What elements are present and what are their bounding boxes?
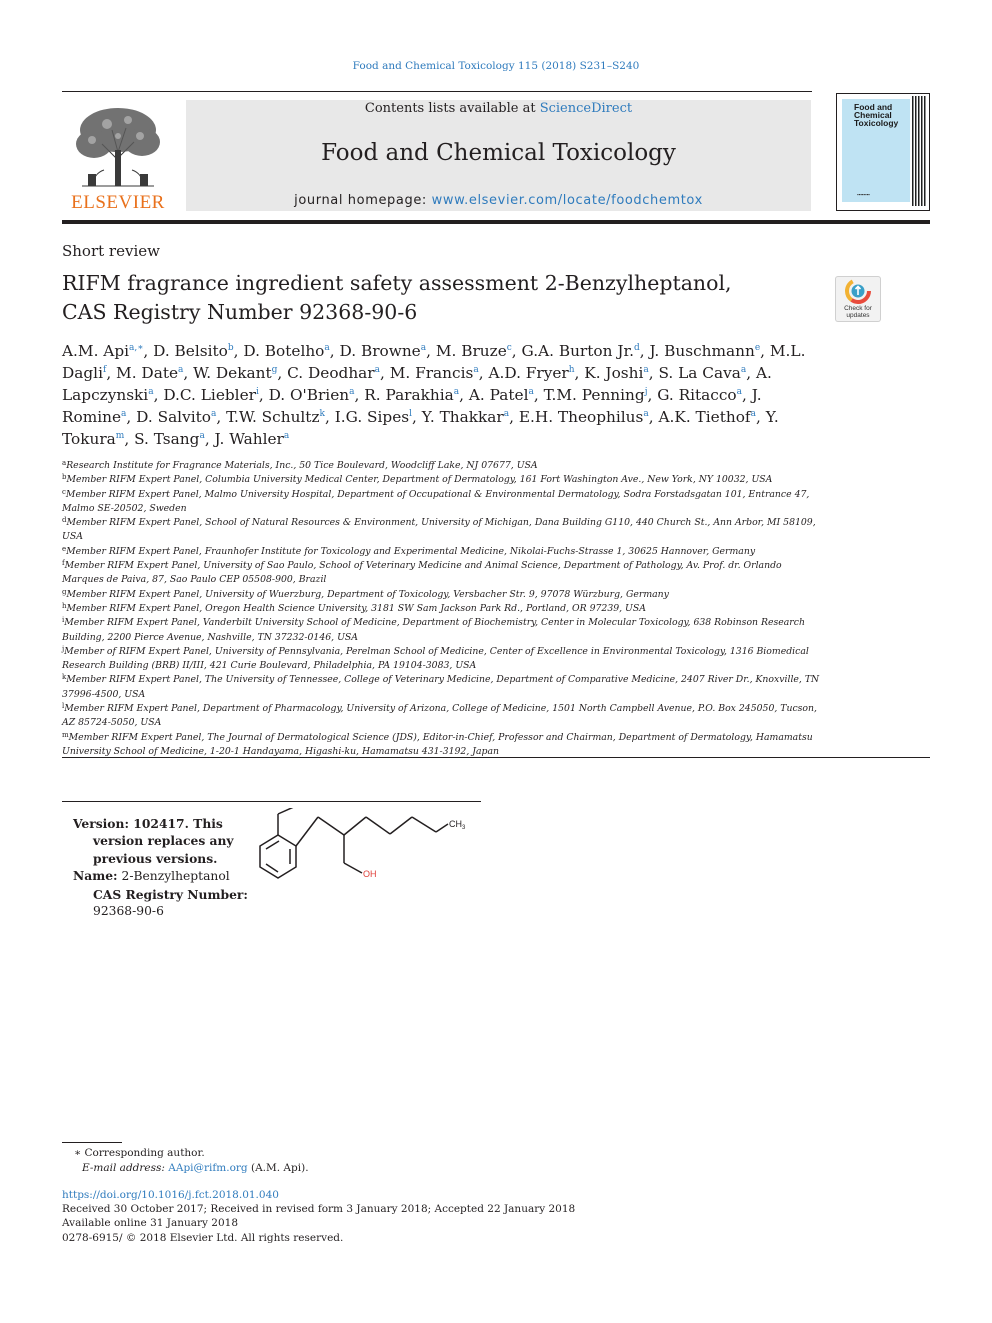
affiliation-key: l bbox=[62, 702, 65, 711]
author-affiliation-marker[interactable]: a bbox=[740, 365, 747, 375]
author bbox=[153, 342, 234, 360]
affiliation-text: Member RIFM Expert Panel, Fraunhofer Institute for Toxicology and Experimental Medicine, Nikolai-Fuchs-Strasse 1, 30625 Hannover, Germany bbox=[66, 545, 756, 557]
received-dates: Received 30 October 2017; Received in revised form 3 January 2018; Accepted 22 January 2018 bbox=[62, 1203, 576, 1216]
contents-available-line bbox=[186, 101, 811, 116]
author-name: Y. Thakkar bbox=[421, 408, 504, 426]
affiliation-key: h bbox=[62, 601, 67, 610]
check-updates-label: Check for updates bbox=[844, 305, 872, 319]
author-name: D.C. Liebler bbox=[163, 386, 256, 404]
affiliation-item bbox=[62, 702, 822, 731]
oh-label: OH bbox=[363, 869, 377, 879]
author-affiliation-marker[interactable]: f bbox=[102, 365, 107, 375]
affiliation-item bbox=[62, 616, 822, 645]
affiliation-text: Member RIFM Expert Panel, Vanderbilt University School of Medicine, Department of Biochemistry, Center in Molecular Toxicology, 638 Robinson Research Building, 2200 Pierce Avenue, Nashville, TN 37232-0146, USA bbox=[62, 617, 805, 643]
author-affiliation-marker[interactable]: a bbox=[736, 387, 743, 397]
elsevier-wordmark: ELSEVIER bbox=[71, 192, 165, 213]
author bbox=[488, 364, 574, 382]
author bbox=[544, 386, 648, 404]
author bbox=[243, 342, 329, 360]
author-name: R. Parakhia bbox=[364, 386, 454, 404]
ch3-label: $CH_3$ bbox=[449, 819, 466, 831]
email-link[interactable]: AApi@rifm.org bbox=[168, 1162, 248, 1174]
affiliation-item bbox=[62, 516, 822, 545]
author-name: T.M. Penning bbox=[543, 386, 645, 404]
affiliation-key: f bbox=[62, 559, 65, 568]
author bbox=[364, 386, 459, 404]
author-affiliation-marker[interactable]: l bbox=[409, 409, 412, 419]
affiliation-text: Member RIFM Expert Panel, The University of Tennessee, College of Veterinary Medicine, Department of Comparative Medicine, 2407 River Dr., Knoxville, TN 37996-4500, USA bbox=[62, 674, 820, 700]
author-affiliation-marker[interactable]: a bbox=[349, 387, 355, 397]
author bbox=[436, 342, 512, 360]
author-name: M. Bruze bbox=[435, 342, 507, 360]
email-label: E-mail address: bbox=[82, 1162, 165, 1174]
author-affiliation-marker[interactable]: a bbox=[643, 365, 649, 375]
author-name: D. Belsito bbox=[153, 342, 228, 360]
author bbox=[136, 408, 216, 426]
author bbox=[287, 364, 380, 382]
affiliation-key: g bbox=[62, 587, 67, 596]
affiliation-text: Member RIFM Expert Panel, Department of Pharmacology, University of Arizona, College of Medicine, 1501 North Campbell Avenue, P.O. Box 245050, Tucson, AZ 85724-5050, USA bbox=[62, 703, 817, 729]
affiliation-key: j bbox=[62, 644, 65, 653]
affiliation-text: Member RIFM Expert Panel, Columbia University Medical Center, Department of Dermatology, 161 Fort Washington Ave., New York, NY 10032, USA bbox=[66, 474, 773, 486]
author-name: A.D. Fryer bbox=[488, 364, 569, 382]
affiliation-text: Member of RIFM Expert Panel, University of Pennsylvania, Perelman School of Medicine, Center of Excellence in Environmental Toxicology, 1316 Biomedical Research Building (BRB) II/III, 421 Curie Boulevard, Philadelphia, PA 19104-3083, USA bbox=[62, 645, 809, 672]
cas-label: CAS Registry Number: bbox=[93, 886, 248, 902]
version-summary bbox=[73, 815, 253, 920]
affiliation-item bbox=[62, 459, 822, 473]
author bbox=[422, 408, 509, 426]
author bbox=[116, 364, 183, 382]
check-for-updates-button[interactable] bbox=[835, 276, 881, 322]
contents-prefix: Contents lists available at bbox=[364, 101, 540, 116]
name-label: Name: bbox=[73, 868, 118, 884]
summary-box-rule bbox=[62, 801, 481, 802]
masthead-bottom-rule bbox=[62, 220, 930, 224]
author-name: C. Deodhar bbox=[287, 364, 375, 382]
author-affiliation-marker[interactable]: b bbox=[227, 343, 234, 353]
author-name: W. Dekant bbox=[193, 364, 272, 382]
author bbox=[335, 408, 412, 426]
doi-link[interactable]: https://doi.org/10.1016/j.fct.2018.01.040 bbox=[62, 1189, 279, 1201]
author-name: J. Buschmann bbox=[649, 342, 755, 360]
footnotes bbox=[62, 1146, 662, 1176]
journal-cover-thumbnail bbox=[836, 93, 930, 211]
affiliation-item bbox=[62, 559, 822, 588]
author bbox=[226, 408, 325, 426]
version-statement: Version: 102417. This version replaces any previous versions. bbox=[73, 816, 234, 866]
author bbox=[649, 342, 760, 360]
author-name: G. Ritacco bbox=[657, 386, 737, 404]
cover-barcode-stripes bbox=[912, 96, 926, 206]
author-name: S. La Cava bbox=[658, 364, 741, 382]
author-name: T.W. Schultz bbox=[226, 408, 320, 426]
author-affiliation-marker[interactable]: i bbox=[255, 387, 259, 397]
author bbox=[215, 430, 290, 448]
affiliation-item bbox=[62, 588, 822, 602]
homepage-prefix: journal homepage: bbox=[294, 193, 432, 208]
author-affiliation-marker[interactable]: a bbox=[503, 409, 510, 419]
author-affiliation-marker[interactable]: a bbox=[283, 431, 290, 441]
check-updates-icon bbox=[835, 276, 881, 306]
affiliation-key: c bbox=[62, 487, 66, 496]
affiliation-item bbox=[62, 731, 822, 760]
sciencedirect-link[interactable]: ScienceDirect bbox=[539, 101, 633, 116]
author-affiliation-marker[interactable]: g bbox=[271, 365, 278, 375]
available-online: Available online 31 January 2018 bbox=[62, 1217, 239, 1230]
author-affiliation-marker[interactable]: j bbox=[644, 387, 648, 397]
author-affiliation-marker[interactable]: a bbox=[148, 387, 154, 397]
affiliation-item bbox=[62, 645, 822, 674]
author-affiliation-marker[interactable]: a bbox=[473, 365, 479, 375]
author-name: A. Patel bbox=[468, 386, 529, 404]
author bbox=[657, 386, 742, 404]
author-affiliation-marker[interactable]: a bbox=[178, 365, 184, 375]
author-affiliation-marker[interactable]: a bbox=[453, 387, 460, 397]
author-affiliation-marker[interactable]: a bbox=[324, 343, 330, 353]
journal-name: Food and Chemical Toxicology bbox=[321, 140, 676, 166]
author-affiliation-marker[interactable]: h bbox=[568, 365, 575, 375]
author bbox=[390, 364, 479, 382]
author-affiliation-marker[interactable]: a bbox=[528, 387, 534, 397]
author bbox=[659, 408, 756, 426]
article-title: RIFM fragrance ingredient safety assessment 2-Benzylheptanol, CAS Registry Number 92368-90-6 bbox=[62, 271, 732, 324]
author-name: D. O'Brien bbox=[268, 386, 350, 404]
author-affiliation-marker[interactable]: a bbox=[750, 409, 756, 419]
author-affiliation-marker[interactable]: d bbox=[633, 343, 640, 353]
name-value: 2-Benzylheptanol bbox=[121, 869, 230, 884]
author bbox=[469, 386, 534, 404]
cas-value: 92368-90-6 bbox=[93, 904, 164, 919]
affiliation-text: Research Institute for Fragrance Materials, Inc., 50 Tice Boulevard, Woodcliff Lake, NJ 07677, USA bbox=[66, 460, 538, 471]
author-affiliation-marker[interactable]: e bbox=[754, 343, 761, 353]
author-name: A. Lapczynski bbox=[62, 364, 772, 404]
author-name: M.L. Dagli bbox=[62, 342, 806, 382]
author-affiliation-marker[interactable]: a,∗ bbox=[129, 343, 144, 353]
affiliation-item bbox=[62, 488, 822, 517]
author-affiliation-marker[interactable]: a bbox=[210, 409, 217, 419]
author-name: D. Salvito bbox=[136, 408, 211, 426]
author-affiliation-marker[interactable]: c bbox=[506, 343, 512, 353]
author bbox=[340, 342, 427, 360]
author-name: D. Botelho bbox=[243, 342, 325, 360]
author-name: K. Joshi bbox=[584, 364, 644, 382]
author bbox=[584, 364, 648, 382]
affiliations-divider bbox=[62, 757, 930, 758]
affiliation-text: Member RIFM Expert Panel, Oregon Health Science University, 3181 SW Sam Jackson Park Rd., Portland, OR 97239, USA bbox=[66, 602, 646, 614]
author-name: A.M. Api bbox=[62, 342, 130, 360]
author-affiliation-marker[interactable]: a bbox=[420, 343, 427, 353]
name-row bbox=[73, 867, 253, 885]
affiliation-key: m bbox=[62, 730, 69, 739]
affiliation-key: d bbox=[62, 516, 67, 525]
affiliation-item bbox=[62, 602, 822, 616]
affiliation-item bbox=[62, 545, 822, 559]
copyright-line: 0278-6915/ © 2018 Elsevier Ltd. All rights reserved. bbox=[62, 1231, 344, 1244]
homepage-link[interactable]: www.elsevier.com/locate/foodchemtox bbox=[431, 193, 703, 208]
author bbox=[134, 430, 205, 448]
author-name: J. Romine bbox=[62, 386, 762, 426]
author bbox=[658, 364, 746, 382]
affiliation-list bbox=[62, 459, 822, 759]
email-line bbox=[62, 1161, 662, 1176]
author-name: M. Date bbox=[116, 364, 179, 382]
author-affiliation-marker[interactable]: k bbox=[319, 409, 325, 419]
affiliation-item bbox=[62, 473, 822, 487]
author-name: D. Browne bbox=[339, 342, 421, 360]
author-name: I.G. Sipes bbox=[334, 408, 410, 426]
cover-title: Food and Chemical Toxicology bbox=[854, 102, 899, 128]
author-affiliation-marker[interactable]: a bbox=[374, 365, 380, 375]
email-suffix: (A.M. Api). bbox=[247, 1162, 309, 1174]
article-type: Short review bbox=[62, 242, 160, 260]
affiliation-text: Member RIFM Expert Panel, Malmo University Hospital, Department of Occupational & Environmental Dermatology, Sodra Forstadsgatan 101, Entrance 47, Malmo SE-20502, Sweden bbox=[62, 488, 810, 514]
molecule-structure bbox=[250, 808, 480, 898]
affiliation-key: b bbox=[62, 473, 67, 482]
author bbox=[163, 386, 259, 404]
author-affiliation-marker[interactable]: a bbox=[199, 431, 205, 441]
author bbox=[193, 364, 277, 382]
author-name: G.A. Burton Jr. bbox=[521, 342, 634, 360]
affiliation-text: Member RIFM Expert Panel, University of Wuerzburg, Department of Toxicology, Versbacher Str. 9, 97078 Würzburg, Germany bbox=[66, 588, 669, 600]
author-affiliation-marker[interactable]: a bbox=[643, 409, 649, 419]
cover-small-print: ▪▪▪▪▪▪▪▪ bbox=[857, 192, 870, 197]
publication-info bbox=[62, 1188, 762, 1245]
author-name: S. Tsang bbox=[134, 430, 200, 448]
author-list: A.M. Api$^{a,∗}$, D. Belsito$^b$, D. Botelho$^a$, D. Browne$^a$, M. Bruze$^c$, G.A. Burton Jr.$^d$, J. Buschmann$^e$, M.L. Dagli$^f$, M. Date$^a$, W. Dekant$^g$, C. Deodhar$^a$, M. Francis$^a$, A.D. Fryer$^h$, K. Joshi$^a$, S. La Cava$^a$, A. Lapczynski$^a$, D.C. Liebler$^i$, D. O'Brien$^a$, R. Parakhia$^a$, A. Patel$^a$, T.M. Penning$^j$, G. Ritacco$^a$, J. Romine$^a$, D. Salvito$^a$, T.W. Schultz$^k$, I.G. Sipes$^l$, Y. Thakkar$^a$, E.H. Theophilus$^a$, A.K. Tiethof$^a$, Y. Tokura$^m$, S. Tsang$^a$, J. Wahler$^a$ bbox=[62, 342, 806, 448]
author bbox=[62, 342, 143, 360]
author-name: A.K. Tiethof bbox=[658, 408, 751, 426]
affiliation-text: Member RIFM Expert Panel, University of Sao Paulo, School of Veterinary Medicine and Animal Science, Department of Pathology, Av. Prof. dr. Orlando Marques de Paiva, 87, Sao Paulo CEP 05508-900, Brazil bbox=[62, 560, 782, 586]
author-affiliation-marker[interactable]: m bbox=[115, 431, 125, 441]
author-name: E.H. Theophilus bbox=[518, 408, 644, 426]
affiliation-key: e bbox=[62, 544, 67, 553]
affiliation-key: a bbox=[62, 459, 67, 467]
affiliation-item bbox=[62, 673, 822, 702]
author bbox=[519, 408, 649, 426]
author-affiliation-marker[interactable]: a bbox=[121, 409, 127, 419]
affiliation-text: Member RIFM Expert Panel, School of Natural Resources & Environment, University of Michigan, Dana Building G110, 440 Church St., Ann Arbor, MI 58109, USA bbox=[62, 517, 816, 543]
author-name: M. Francis bbox=[389, 364, 474, 382]
corresponding-author-note: ∗ Corresponding author. bbox=[74, 1147, 205, 1159]
author-name: Y. Tokura bbox=[62, 408, 779, 448]
author-name: J. Wahler bbox=[214, 430, 284, 448]
journal-homepage-line bbox=[186, 193, 811, 208]
author bbox=[269, 386, 355, 404]
author bbox=[522, 342, 640, 360]
masthead-top-rule bbox=[62, 91, 812, 92]
affiliation-key: i bbox=[62, 616, 65, 625]
footnote-rule bbox=[62, 1142, 122, 1143]
affiliation-text: Member RIFM Expert Panel, The Journal of Dermatological Science (JDS), Editor-in-Chief, Professor and Chairman, Department of Dermatology, Hamamatsu University School of Medicine, 1-20-1 Handayama, Higashi-ku, Hamamatsu 431-3192, Japan bbox=[62, 731, 813, 757]
journal-citation[interactable]: Food and Chemical Toxicology 115 (2018) S231–S240 bbox=[352, 60, 640, 72]
affiliation-key: k bbox=[62, 673, 67, 682]
